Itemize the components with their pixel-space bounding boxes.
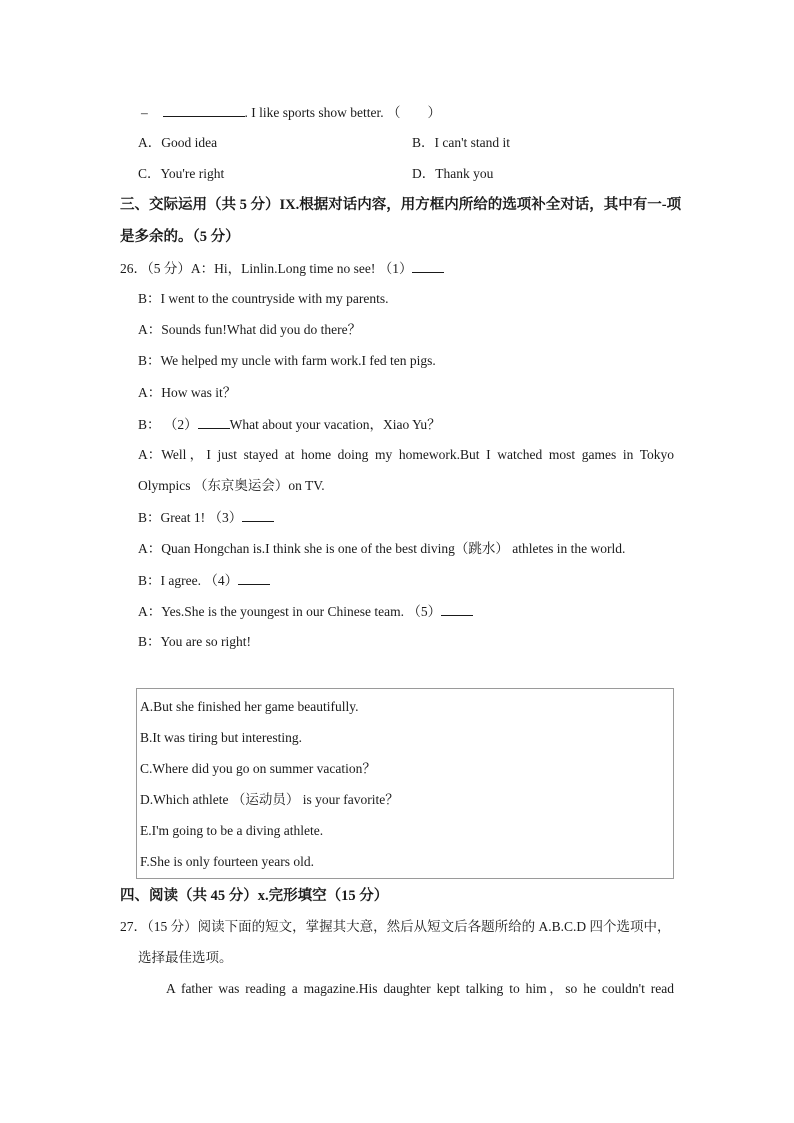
q26-line-13 xyxy=(138,632,251,652)
dialogue-text-post: What about your vacation，Xiao Yu？ xyxy=(229,417,441,432)
section4-heading: 四、阅读（共 45 分）x.完形填空（15 分） xyxy=(120,888,389,904)
q26-score: （5 分） xyxy=(147,261,191,276)
q26-line-4 xyxy=(138,351,436,371)
speaker: A： xyxy=(138,447,162,462)
speaker: B： xyxy=(138,634,161,649)
option-letter: C． xyxy=(138,166,161,181)
q26-line-6 xyxy=(138,414,441,435)
dialogue-text: Quan Hongchan is.I think she is one of the best diving（跳水） athletes in the world. xyxy=(161,541,626,556)
q26-line-2 xyxy=(138,289,388,309)
box-option-d: D.Which athlete （运动员） is your favorite？ xyxy=(140,792,399,807)
q27-score: （15 分） xyxy=(147,919,198,934)
q26-line-8 xyxy=(138,476,325,496)
dialogue-text-pre: （2） xyxy=(163,417,198,432)
q27-instruction-line2: 选择最佳选项。 xyxy=(138,950,233,965)
dialogue-text: You are so right! xyxy=(160,634,252,649)
section3-heading-line1: 三、交际运用（共 5 分）IX.根据对话内容，用方框内所给的选项补全对话，其中有一-项 xyxy=(120,197,682,213)
dialogue-text: Olympics （东京奥运会）on TV. xyxy=(138,478,325,493)
q26-line-5 xyxy=(138,383,236,403)
speaker: B： xyxy=(138,353,161,368)
q27-instruction: 阅读下面的短文，掌握其大意，然后从短文后各题所给的 A.B.C.D 四个选项中， xyxy=(197,919,671,934)
q26-line-3 xyxy=(138,320,361,340)
option-text: Good idea xyxy=(161,135,218,150)
q26-line-12 xyxy=(138,601,473,622)
box-option-c: C.Where did you go on summer vacation？ xyxy=(140,761,376,776)
q27-number: 27． xyxy=(120,919,147,934)
dialogue-text: Yes.She is the youngest in our Chinese team. （5） xyxy=(161,604,442,619)
section3-heading-line2: 是多余的。（5 分） xyxy=(120,229,240,245)
q26-line-7 xyxy=(138,445,674,465)
dialogue-text: I agree. （4） xyxy=(160,573,239,588)
q25-answer-blank[interactable] xyxy=(163,102,245,117)
q25-answer-paren: （ ） xyxy=(386,105,441,120)
q26-line-1 xyxy=(120,258,444,279)
box-option-f: F.She is only fourteen years old. xyxy=(140,854,315,869)
answer-blank-4[interactable] xyxy=(238,570,270,585)
speaker: A： xyxy=(190,261,215,276)
q26-line-10 xyxy=(138,539,625,559)
q26-line-11 xyxy=(138,570,270,591)
q25-stem xyxy=(141,102,441,123)
option-text: You're right xyxy=(160,166,225,181)
q26-line-9 xyxy=(138,507,274,528)
answer-blank-5[interactable] xyxy=(441,601,473,616)
passage-text: A father was reading a magazine.His daughter kept talking to him，so he couldn't read xyxy=(166,981,674,996)
options-box xyxy=(136,688,674,879)
q25-option-d[interactable] xyxy=(412,164,493,184)
speaker: B： xyxy=(138,573,161,588)
option-letter: A． xyxy=(138,135,162,150)
q25-option-b[interactable] xyxy=(412,133,510,153)
dialogue-text: We helped my uncle with farm work.I fed ten pigs. xyxy=(160,353,436,368)
speaker: A： xyxy=(138,322,162,337)
speaker: B： xyxy=(138,291,161,306)
speaker: A： xyxy=(138,385,162,400)
dialogue-text: Hi，Linlin.Long time no see! （1） xyxy=(214,261,413,276)
speaker: A： xyxy=(138,541,162,556)
option-letter: D． xyxy=(412,166,436,181)
q25-option-a[interactable] xyxy=(138,133,217,153)
answer-blank-2[interactable] xyxy=(198,414,230,429)
option-text: Thank you xyxy=(435,166,494,181)
speaker: B： xyxy=(138,510,161,525)
answer-blank-3[interactable] xyxy=(242,507,274,522)
q27-passage-line1 xyxy=(166,979,674,999)
dialogue-text: Sounds fun!What did you do there？ xyxy=(161,322,362,337)
q25-dash: – xyxy=(141,105,148,120)
box-option-e: E.I'm going to be a diving athlete. xyxy=(140,823,324,838)
speaker: A： xyxy=(138,604,162,619)
dialogue-text: How was it？ xyxy=(161,385,237,400)
q26-number: 26． xyxy=(120,261,147,276)
speaker: B： xyxy=(138,417,161,432)
q27-instruction-line1 xyxy=(120,917,671,937)
q25-option-c[interactable] xyxy=(138,164,224,184)
box-option-a: A.But she finished her game beautifully. xyxy=(140,699,359,714)
option-text: I can't stand it xyxy=(434,135,511,150)
answer-blank-1[interactable] xyxy=(412,258,444,273)
box-option-b: B.It was tiring but interesting. xyxy=(140,730,302,745)
dialogue-text: I went to the countryside with my parents. xyxy=(160,291,389,306)
dialogue-text: Well，I just stayed at home doing my homework.But I watched most games in Tokyo xyxy=(161,447,674,462)
q25-stem-text: . I like sports show better. xyxy=(244,105,384,120)
option-letter: B． xyxy=(412,135,435,150)
dialogue-text: Great 1! （3） xyxy=(160,510,243,525)
